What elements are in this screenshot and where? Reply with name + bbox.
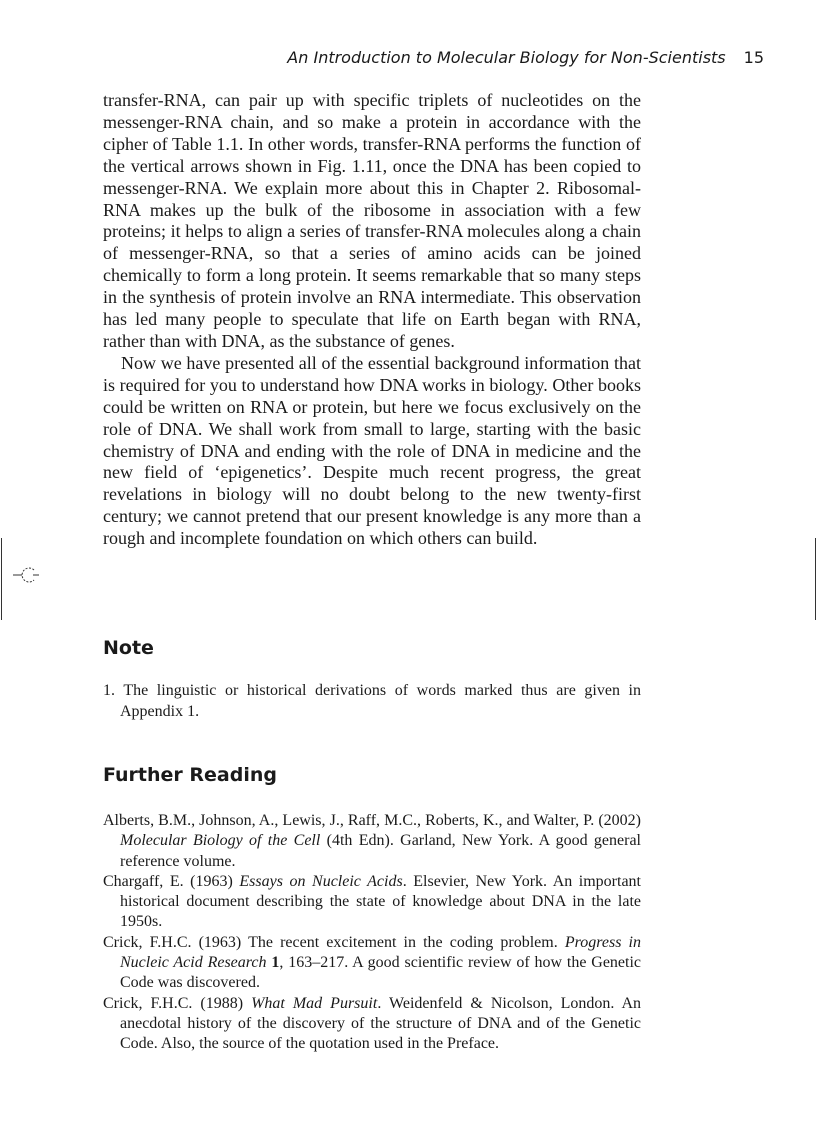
reference-item bbox=[103, 933, 641, 994]
crop-mark-left bbox=[1, 538, 2, 620]
reference-item bbox=[103, 872, 641, 933]
note-heading: Note bbox=[103, 637, 154, 659]
reference-details: (4th Edn). Garland, New York. A good general reference volume. bbox=[120, 832, 641, 870]
reference-authors: Crick, F.H.C. (1963) The recent excitement in the coding problem. bbox=[103, 933, 558, 951]
reference-details: . Elsevier, New York. An important historical document describing the state of knowledge about DNA in the late 1950s. bbox=[120, 872, 642, 931]
reference-authors: Chargaff, E. (1963) bbox=[103, 872, 233, 890]
reference-volume: 1 bbox=[271, 954, 280, 972]
reference-details: , 163–217. A good scientific review of how the Genetic Code was discovered. bbox=[120, 954, 642, 992]
body-paragraph: transfer-RNA, can pair up with specific triplets of nucleotides on the messenger-RNA chain, and so make a protein in accordance with the cipher of Table 1.1. In other words, transfer-RNA performs the function of the vertical arrows shown in Fig. 1.11, once the DNA has been copied to messenger-RNA. We explain more about this in Chapter 2. Ribosomal-RNA makes up the bulk of the ribosome in association with a few proteins; it helps to align a series of transfer-RNA molecules along a chain of messenger-RNA, so that a series of amino acids can be joined chemically to form a long protein. It seems remarkable that so many steps in the synthesis of protein involve an RNA intermediate. This observation has led many people to speculate that life on Earth began with RNA, rather than with DNA, as the substance of genes. bbox=[103, 90, 641, 351]
reference-list bbox=[103, 811, 641, 1055]
reference-title: Molecular Biology of the Cell bbox=[120, 832, 321, 850]
body-paragraph: Now we have presented all of the essential background information that is required for you to understand how DNA works in biology. Other books could be written on RNA or protein, but here we focus exclusively on the role of DNA. We shall work from small to large, starting with the basic chemistry of DNA and ending with the role of DNA in medicine and the new field of ‘epigenetics’. Despite much recent progress, the great revelations in biology will no doubt belong to the new twenty-first century; we cannot pretend that our present knowledge is any more than a rough and incomplete foundation on which others can build. bbox=[103, 352, 641, 549]
reference-item bbox=[103, 994, 641, 1055]
further-reading-heading: Further Reading bbox=[103, 764, 277, 786]
note-item bbox=[103, 681, 641, 722]
reference-title: Essays on Nucleic Acids bbox=[239, 872, 403, 890]
running-title: An Introduction to Molecular Biology for Non-Scientists bbox=[287, 48, 726, 67]
body-text bbox=[103, 90, 641, 550]
note-list bbox=[103, 681, 641, 722]
reference-details: . Weidenfeld & Nicolson, London. An anecdotal history of the discovery of the structure of DNA and of the Genetic Code. Also, the source of the quotation used in the Preface. bbox=[120, 994, 642, 1053]
reference-title: What Mad Pursuit bbox=[251, 994, 378, 1012]
running-header bbox=[287, 48, 764, 67]
reference-authors: Crick, F.H.C. (1988) bbox=[103, 994, 244, 1012]
note-text: The linguistic or historical derivations of words marked thus are given in Appendix 1. bbox=[120, 682, 642, 720]
reference-title: Progress in Nucleic Acid Research bbox=[120, 933, 641, 972]
reference-item bbox=[103, 811, 641, 872]
note-number: 1. bbox=[103, 682, 115, 699]
reference-authors: Alberts, B.M., Johnson, A., Lewis, J., Raff, M.C., Roberts, K., and Walter, P. (2002) bbox=[103, 812, 641, 829]
registration-mark-icon bbox=[13, 566, 39, 584]
page-number: 15 bbox=[743, 48, 764, 67]
